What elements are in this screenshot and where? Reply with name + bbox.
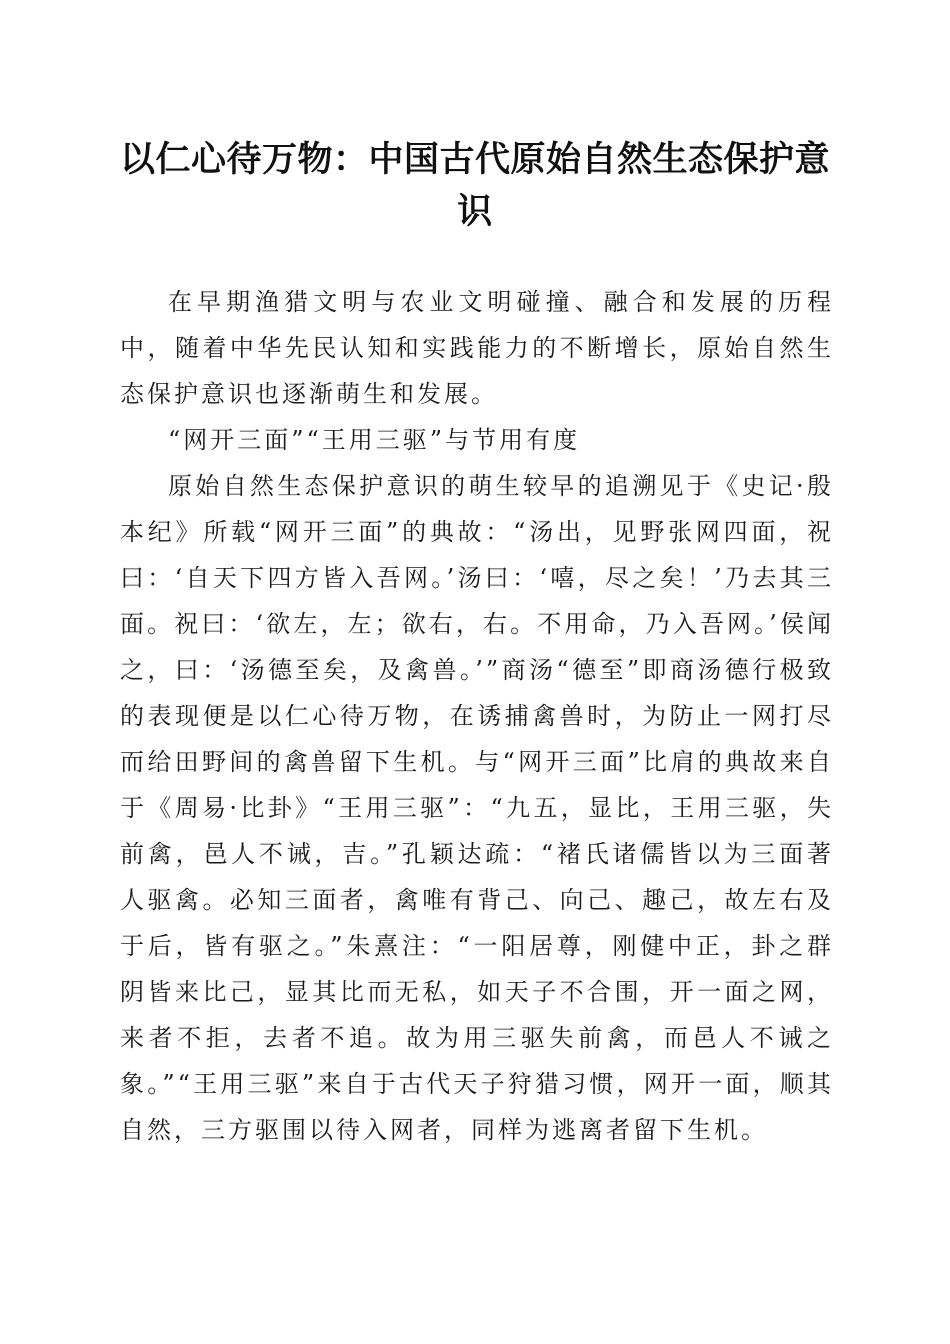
paragraph-intro: 在早期渔猎文明与农业文明碰撞、融合和发展的历程中，随着中华先民认知和实践能力的不断增长，原始自然生态保护意识也逐渐萌生和发展。 [120,288,834,408]
paragraph-main: 原始自然生态保护意识的萌生较早的追溯见于《史记·殷本纪》所载“网开三面”的典故：“汤出，见野张网四面，祝曰：‘自天下四方皆入吾网。’汤曰：‘嘻，尽之矣！’乃去其三面。祝曰：‘欲左，左；欲右，右。不用命，乃入吾网。’侯闻之，曰：‘汤德至矣，及禽兽。’”商汤“德至”即商汤德行极致的表现便是以仁心待万物，在诱捕禽兽时，为防止一网打尽而给田野间的禽兽留下生机。与“网开三面”比肩的典故来自于《周易·比卦》“王用三驱”：“九五，显比，王用三驱，失前禽，邑人不诫，吉。”孔颖达疏：“褚氏诸儒皆以为三面著人驱禽。必知三面者，禽唯有背己、向己、趣己，故左右及于后，皆有驱之。”朱熹注：“一阳居尊，刚健中正，卦之群阴皆来比己，显其比而无私，如天子不合围，开一面之网，来者不拒，去者不追。故为用三驱失前禽，而邑人不诫之象。”“王用三驱”来自于古代天子狩猎习惯，网开一面，顺其自然，三方驱围以待入网者，同样为逃离者留下生机。 [120,472,834,1144]
document-title: 以仁心待万物：中国古代原始自然生态保护意识 [119,140,830,232]
document-body [120,279,834,1153]
section-heading: “网开三面”“王用三驱”与节用有度 [168,426,581,454]
